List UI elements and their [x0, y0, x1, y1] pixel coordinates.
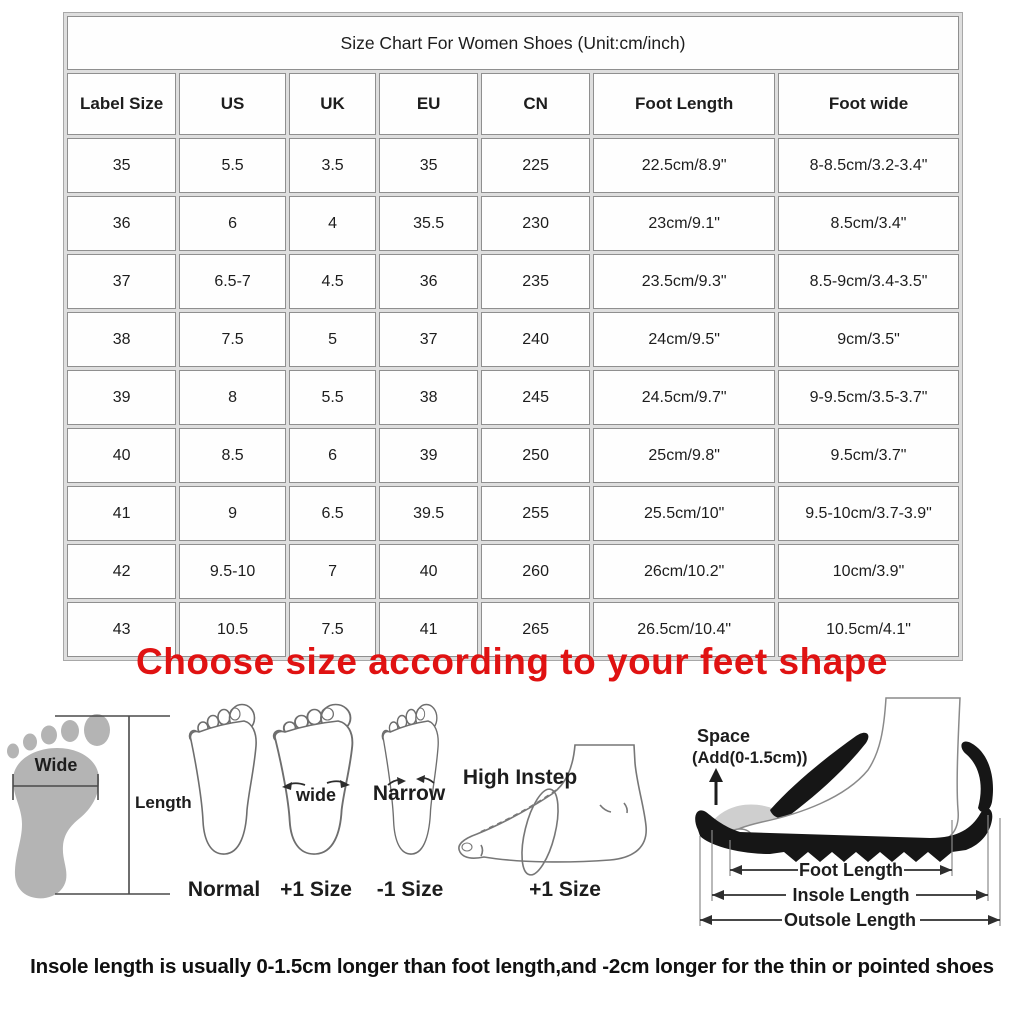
table-cell: 9.5cm/3.7" — [778, 428, 959, 483]
column-header-foot-length: Foot Length — [593, 73, 775, 135]
table-cell: 43 — [67, 602, 176, 657]
table-cell: 245 — [481, 370, 590, 425]
insole-length-dimension — [712, 885, 988, 905]
table-cell: 9 — [179, 486, 286, 541]
table-row — [67, 312, 959, 367]
high-instep-diagram — [459, 745, 646, 901]
table-cell: 6.5-7 — [179, 254, 286, 309]
table-cell: 37 — [379, 312, 478, 367]
table-cell: 9cm/3.5" — [778, 312, 959, 367]
table-row — [67, 138, 959, 193]
wide-annotation: wide — [295, 785, 337, 805]
table-cell: 8-8.5cm/3.2-3.4" — [778, 138, 959, 193]
table-cell: 5.5 — [289, 370, 376, 425]
high-instep-annotation: High Instep — [462, 766, 578, 789]
normal-foot-label: Normal — [187, 878, 261, 901]
table-cell: 8.5 — [179, 428, 286, 483]
foot-in-shoe-shape — [730, 698, 960, 847]
footnote: Insole length is usually 0-1.5cm longer than foot length,and -2cm longer for the thin or pointed shoes — [30, 955, 994, 978]
table-row — [67, 254, 959, 309]
table-cell: 10.5 — [179, 602, 286, 657]
narrow-foot-diagram — [373, 705, 446, 902]
space-label: Space — [697, 726, 751, 746]
high-instep-label: +1 Size — [529, 878, 601, 901]
column-header-cn: CN — [481, 73, 590, 135]
narrow-foot-label: -1 Size — [376, 878, 444, 901]
table-cell: 225 — [481, 138, 590, 193]
length-measure-label: Length — [135, 793, 192, 812]
table-cell: 6 — [179, 196, 286, 251]
table-cell: 10cm/3.9" — [778, 544, 959, 599]
table-cell: 40 — [67, 428, 176, 483]
table-row — [67, 486, 959, 541]
column-header-label-size: Label Size — [67, 73, 176, 135]
table-cell: 24cm/9.5" — [593, 312, 775, 367]
table-cell: 8.5-9cm/3.4-3.5" — [778, 254, 959, 309]
table-cell: 41 — [67, 486, 176, 541]
table-row — [67, 196, 959, 251]
footprint-measure-diagram — [7, 714, 192, 898]
table-cell: 38 — [379, 370, 478, 425]
table-cell: 23.5cm/9.3" — [593, 254, 775, 309]
wide-measure-label: Wide — [34, 755, 78, 775]
size-table-body — [67, 138, 959, 657]
table-cell: 23cm/9.1" — [593, 196, 775, 251]
column-header-foot-wide: Foot wide — [778, 73, 959, 135]
foot-length-dimension — [730, 860, 952, 880]
table-cell: 8 — [179, 370, 286, 425]
table-cell: 35 — [67, 138, 176, 193]
column-header-uk: UK — [289, 73, 376, 135]
table-cell: 39 — [67, 370, 176, 425]
table-cell: 3.5 — [289, 138, 376, 193]
table-cell: 5.5 — [179, 138, 286, 193]
table-cell: 36 — [67, 196, 176, 251]
table-cell: 26cm/10.2" — [593, 544, 775, 599]
table-row — [67, 370, 959, 425]
table-cell: 26.5cm/10.4" — [593, 602, 775, 657]
wide-foot-diagram — [274, 705, 353, 902]
table-cell: 6.5 — [289, 486, 376, 541]
table-cell: 25.5cm/10" — [593, 486, 775, 541]
table-row — [67, 428, 959, 483]
table-cell: 4.5 — [289, 254, 376, 309]
outsole-length-label: Outsole Length — [784, 910, 916, 930]
size-chart-table — [63, 12, 963, 661]
wide-foot-label: +1 Size — [280, 878, 352, 901]
table-cell: 36 — [379, 254, 478, 309]
table-cell: 260 — [481, 544, 590, 599]
headline: Choose size according to your feet shape — [136, 641, 888, 682]
heel-curl-shape — [961, 742, 993, 813]
table-title-row — [67, 16, 959, 70]
table-cell: 265 — [481, 602, 590, 657]
table-cell: 235 — [481, 254, 590, 309]
column-header-us: US — [179, 73, 286, 135]
normal-foot-diagram — [188, 705, 260, 902]
table-cell: 25cm/9.8" — [593, 428, 775, 483]
table-cell: 37 — [67, 254, 176, 309]
table-cell: 9.5-10cm/3.7-3.9" — [778, 486, 959, 541]
space-up-arrow — [709, 768, 723, 805]
space-add-label: (Add(0-1.5cm)) — [692, 749, 808, 767]
table-cell: 10.5cm/4.1" — [778, 602, 959, 657]
foot-length-label: Foot Length — [799, 860, 903, 880]
table-cell: 39.5 — [379, 486, 478, 541]
table-cell: 42 — [67, 544, 176, 599]
shoe-length-diagram — [692, 698, 1000, 930]
table-cell: 240 — [481, 312, 590, 367]
table-cell: 230 — [481, 196, 590, 251]
table-cell: 4 — [289, 196, 376, 251]
insole-length-label: Insole Length — [792, 885, 910, 905]
table-cell: 22.5cm/8.9" — [593, 138, 775, 193]
table-cell: 6 — [289, 428, 376, 483]
column-header-eu: EU — [379, 73, 478, 135]
table-cell: 40 — [379, 544, 478, 599]
table-cell: 7 — [289, 544, 376, 599]
table-cell: 250 — [481, 428, 590, 483]
table-row — [67, 544, 959, 599]
table-cell: 24.5cm/9.7" — [593, 370, 775, 425]
table-cell: 38 — [67, 312, 176, 367]
table-title: Size Chart For Women Shoes (Unit:cm/inch) — [67, 16, 959, 70]
table-cell: 8.5cm/3.4" — [778, 196, 959, 251]
footprint-shape — [7, 714, 110, 898]
table-cell: 35 — [379, 138, 478, 193]
table-cell: 7.5 — [289, 602, 376, 657]
table-cell: 41 — [379, 602, 478, 657]
table-cell: 39 — [379, 428, 478, 483]
table-cell: 7.5 — [179, 312, 286, 367]
outsole-length-dimension — [700, 910, 1000, 930]
table-cell: 9.5-10 — [179, 544, 286, 599]
table-cell: 9-9.5cm/3.5-3.7" — [778, 370, 959, 425]
feet-shape-diagrams — [0, 690, 1024, 950]
table-cell: 35.5 — [379, 196, 478, 251]
table-header-row — [67, 73, 959, 135]
table-cell: 5 — [289, 312, 376, 367]
narrow-annotation: Narrow — [372, 782, 446, 805]
table-cell: 255 — [481, 486, 590, 541]
